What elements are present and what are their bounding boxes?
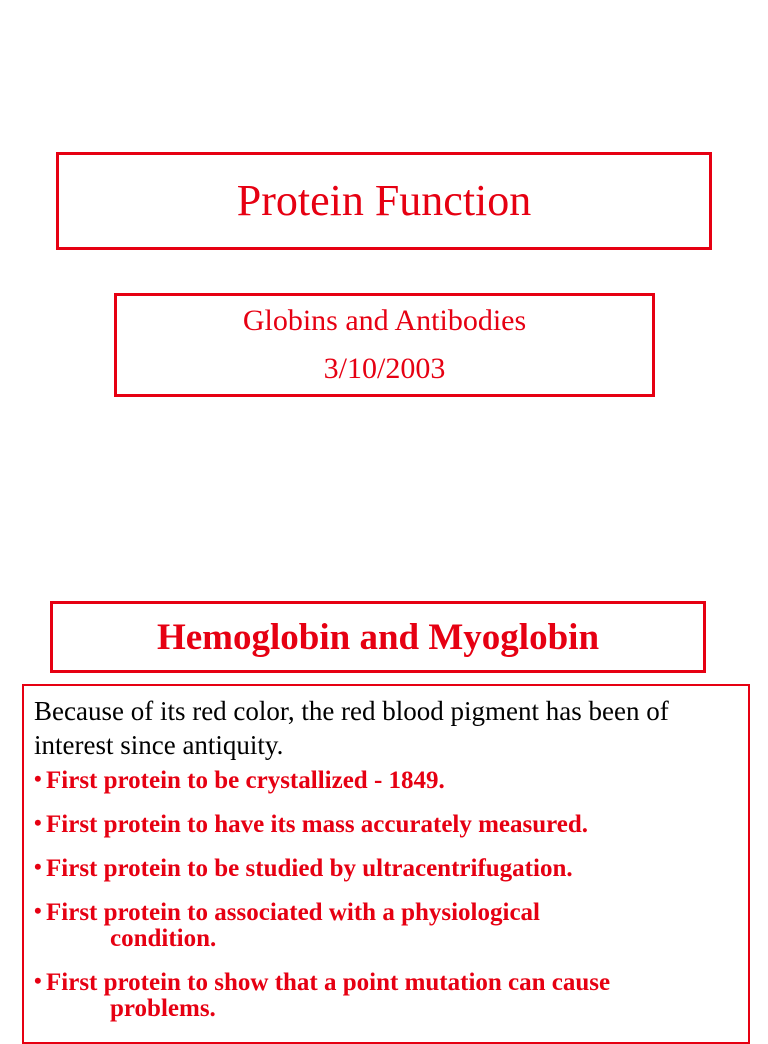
content-box	[22, 684, 750, 1044]
bullet-text	[46, 856, 573, 882]
section-heading: Hemoglobin and Myoglobin	[156, 616, 600, 658]
bullet-dot: •	[34, 766, 42, 791]
bullet-text	[46, 970, 610, 1022]
bullet-item	[34, 970, 738, 1022]
bullet-dot: •	[34, 968, 42, 993]
bullet-dot: •	[34, 810, 42, 835]
bullet-item	[34, 856, 738, 882]
bullet-dot: •	[34, 898, 42, 923]
bullet-text	[46, 812, 588, 838]
slide-title: Protein Function	[236, 176, 532, 225]
title-box	[56, 152, 712, 250]
subtitle-box	[114, 293, 655, 397]
bullet-item	[34, 812, 738, 838]
bullet-line: First protein to be studied by ultracentrifugation.	[46, 855, 573, 882]
subtitle-date: 3/10/2003	[323, 352, 446, 385]
bullet-text	[46, 900, 540, 952]
bullet-line: First protein to associated with a physiological	[46, 899, 540, 926]
intro-text: Because of its red color, the red blood pigment has been of interest since antiquity.	[34, 696, 669, 760]
bullet-continuation: problems.	[110, 995, 216, 1022]
bullet-line: First protein to be crystallized - 1849.	[46, 767, 445, 794]
section-heading-box	[50, 601, 706, 673]
bullet-continuation: condition.	[110, 925, 217, 952]
bullet-line: First protein to have its mass accurately measured.	[46, 811, 589, 838]
bullet-list	[34, 768, 738, 1022]
subtitle-line-1: Globins and Antibodies	[242, 304, 527, 337]
bullet-text	[46, 768, 445, 794]
bullet-item	[34, 900, 738, 952]
bullet-dot: •	[34, 854, 42, 879]
bullet-item	[34, 768, 738, 794]
bullet-line: First protein to show that a point mutation can cause	[46, 969, 611, 996]
